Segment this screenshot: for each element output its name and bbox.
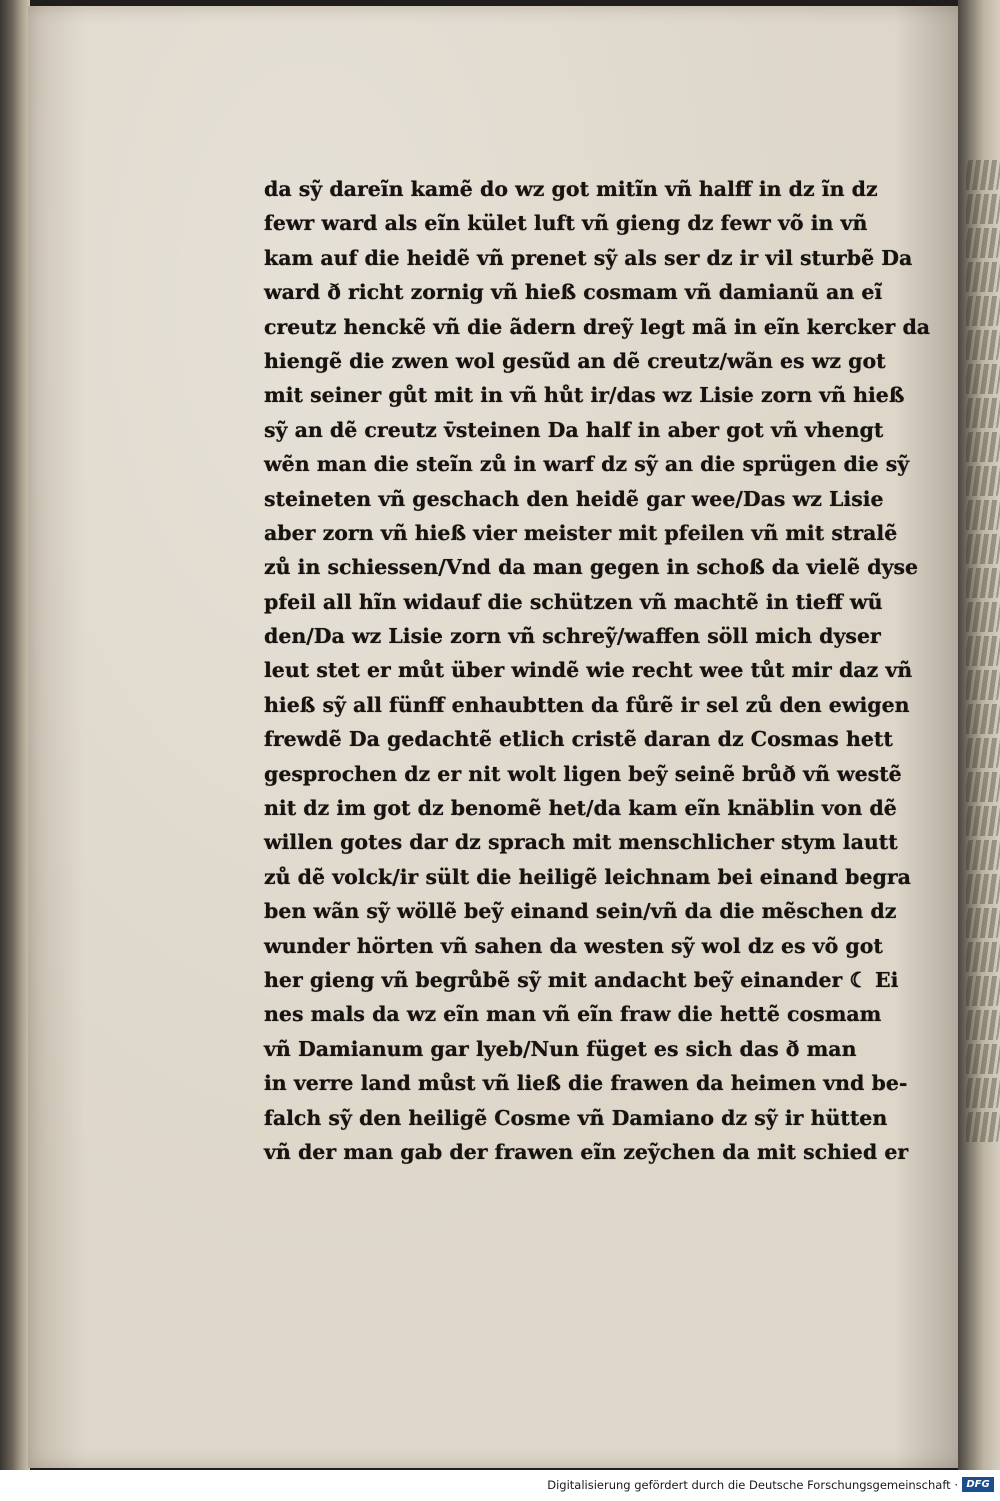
text-line: ward ð richt zornig vñ hieß cosmam vñ damianũ an eĩ bbox=[264, 280, 883, 305]
footer-bar bbox=[0, 1470, 1000, 1501]
text-line: sỹ an dẽ creutz v̄steinen Da half in aber got vñ vhengt bbox=[264, 417, 884, 442]
text-line: her gieng vñ begrůbẽ sỹ mit andacht beỹ einander ☾ Ei bbox=[264, 967, 899, 992]
text-line: creutz henckẽ vñ die ãdern dreỹ legt mã in eĩn kercker da bbox=[264, 314, 931, 339]
facing-page-fragment bbox=[966, 160, 1000, 1160]
text-line: aber zorn vñ hieß vier meister mit pfeilen vñ mit stralẽ bbox=[264, 520, 898, 545]
text-line: mit seiner gůt mit in vñ hůt ir/das wz Lisie zorn vñ hieß bbox=[264, 383, 905, 408]
text-line: kam auf die heidẽ vñ prenet sỹ als ser dz ir vil sturbẽ Da bbox=[264, 245, 913, 270]
text-line: fewr ward als eĩn kület luft vñ gieng dz fewr võ in vñ bbox=[264, 211, 868, 236]
text-line: den/Da wz Lisie zorn vñ schreỹ/waffen söll mich dyser bbox=[264, 624, 881, 649]
text-line: vñ Damianum gar lyeb/Nun füget es sich das ð man bbox=[264, 1036, 857, 1061]
dfg-logo: DFG bbox=[962, 1477, 994, 1492]
funding-credit: Digitalisierung gefördert durch die Deutsche Forschungsgemeinschaft · bbox=[547, 1478, 958, 1492]
text-line: steineten vñ geschach den heidẽ gar wee/Das wz Lisie bbox=[264, 486, 884, 511]
book-edge-left bbox=[0, 0, 30, 1470]
text-line: wunder hörten vñ sahen da westen sỹ wol dz es võ got bbox=[264, 933, 883, 958]
text-line: ben wãn sỹ wöllẽ beỹ einand sein/vñ da die mẽschen dz bbox=[264, 899, 897, 924]
text-line: nit dz im got dz benomẽ het/da kam eĩn knäblin von dẽ bbox=[264, 796, 897, 821]
text-line: leut stet er můt über windẽ wie recht wee tůt mir daz vñ bbox=[264, 658, 913, 683]
text-line: vñ der man gab der frawen eĩn zeỹchen da mit schied er bbox=[264, 1139, 909, 1164]
text-line: willen gotes dar dz sprach mit menschlicher stym lautt bbox=[264, 830, 898, 855]
text-line: frewdẽ Da gedachtẽ etlich cristẽ daran dz Cosmas hett bbox=[264, 727, 893, 752]
text-line: hieß sỹ all fünff enhaubtten da fůrẽ ir sel zů den ewigen bbox=[264, 692, 910, 717]
text-line: falch sỹ den heiligẽ Cosme vñ Damiano dz sỹ ir hütten bbox=[264, 1105, 888, 1130]
text-line: in verre land můst vñ ließ die frawen da heimen vnd be- bbox=[264, 1071, 908, 1096]
text-line: zů dẽ volck/ir sült die heiligẽ leichnam bei einand begra bbox=[264, 864, 911, 889]
text-line: hiengẽ die zwen wol gesũd an dẽ creutz/wãn es wz got bbox=[264, 348, 886, 373]
main-text-block bbox=[264, 172, 931, 1172]
text-line: nes mals da wz eĩn man vñ eĩn fraw die hettẽ cosmam bbox=[264, 1002, 882, 1027]
text-line: gesprochen dz er nit wolt ligen beỹ seinẽ brůð vñ westẽ bbox=[264, 761, 902, 786]
text-line: da sỹ dareĩn kamẽ do wz got mitĩn vñ halff in dz ĩn dz bbox=[264, 177, 878, 201]
text-line: zů in schiessen/Vnd da man gegen in schoß da vielẽ dyse bbox=[264, 555, 919, 580]
text-line: wẽn man die steĩn zů in warf dz sỹ an die sprügen die sỹ bbox=[264, 452, 910, 477]
text-line: pfeil all hĩn widauf die schützen vñ machtẽ in tieff wũ bbox=[264, 589, 883, 614]
